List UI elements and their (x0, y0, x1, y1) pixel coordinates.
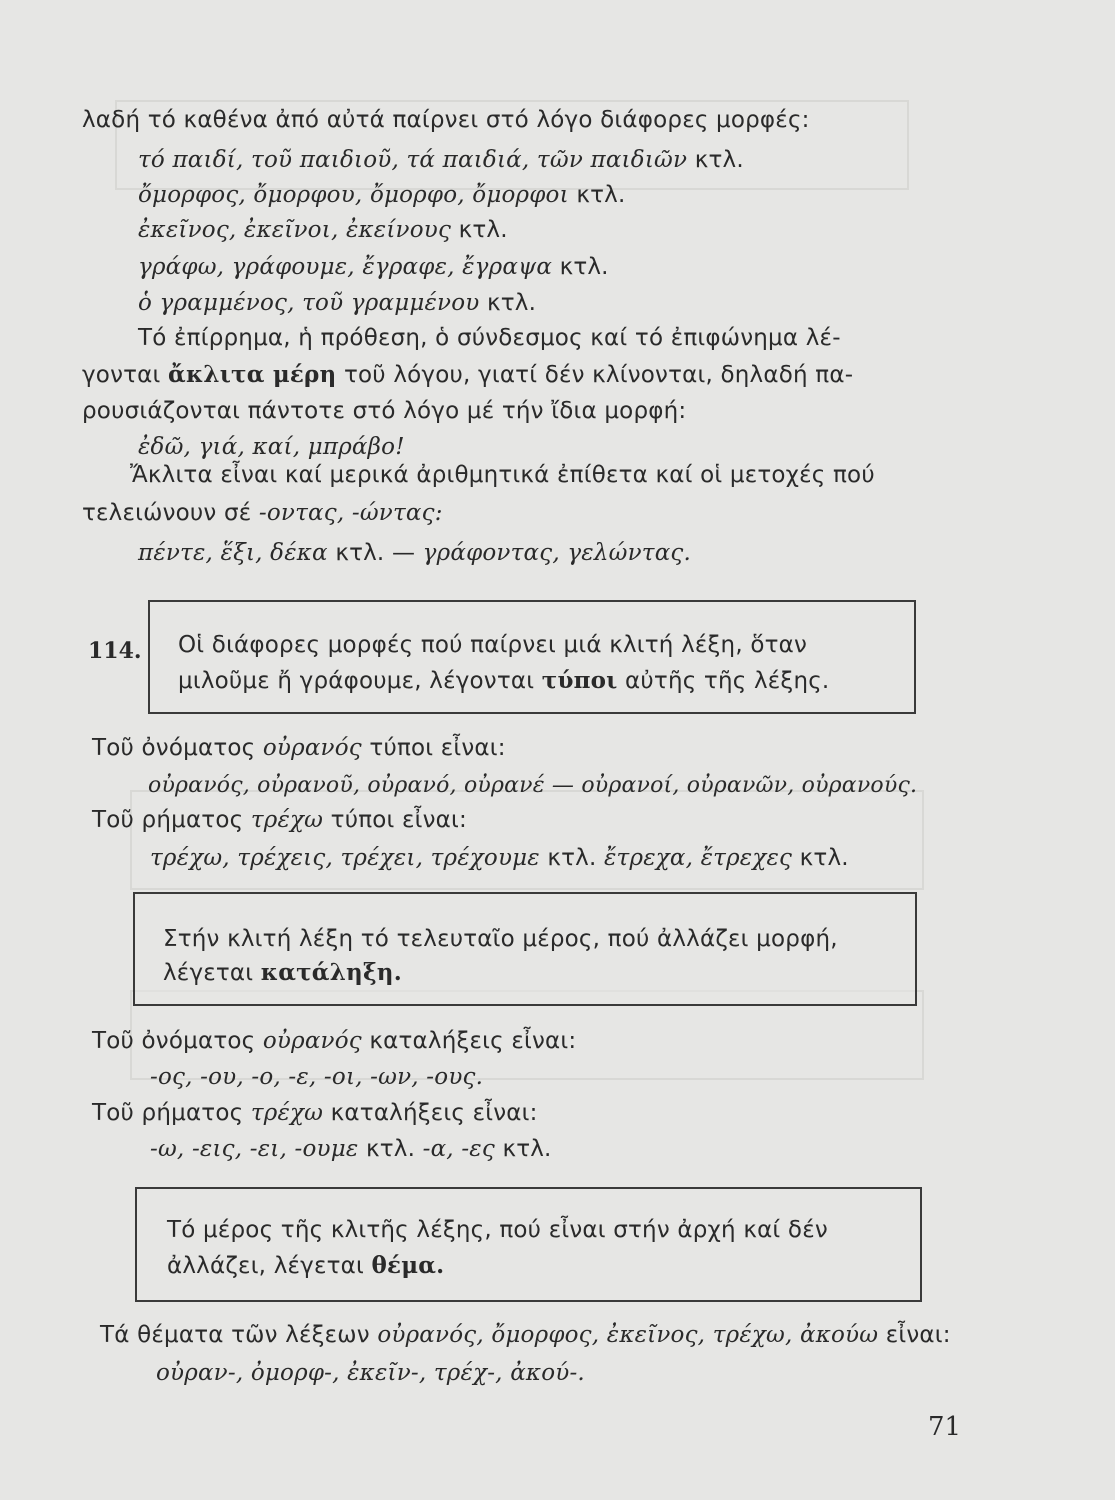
definition-box-katalixi (133, 892, 917, 1006)
example-etc: κτλ. (694, 147, 744, 173)
example-text: ἔτρεχα, ἔτρεχες (604, 845, 793, 871)
example-line (150, 843, 849, 873)
example-text: πέντε, ἕξι, δέκα (138, 540, 328, 566)
definition-box-thema (135, 1187, 922, 1302)
example-line (138, 215, 508, 245)
text: Τοῦ ὀνόματος (92, 735, 256, 761)
paragraph-line (82, 360, 853, 390)
bold-term: θέμα. (371, 1252, 445, 1279)
example-etc: κτλ. (502, 1136, 552, 1162)
example-text: τό παιδί, τοῦ παιδιοῦ, τά παιδιά, τῶν παιδιῶν (138, 147, 688, 173)
text: λέγεται (163, 960, 254, 986)
example-line (138, 252, 609, 282)
example-text: τρέχω (250, 807, 324, 833)
example-text: -οντας, -ώντας: (258, 500, 443, 526)
example-text: τρέχω, τρέχεις, τρέχει, τρέχουμε (150, 845, 540, 871)
paragraph-line (92, 1098, 538, 1128)
bold-term: κατάληξη. (260, 959, 402, 986)
example-etc: κτλ. (486, 290, 537, 316)
example-etc: κτλ. (365, 1136, 416, 1162)
text: ἀλλάζει, λέγεται (167, 1253, 364, 1279)
example-text: ὁ γραμμένος, τοῦ γραμμένου (138, 290, 480, 316)
example-line (150, 1134, 552, 1164)
example-text: -α, -ες (422, 1136, 495, 1162)
example-line (138, 288, 536, 318)
example-line: οὐραν-, ὀμορφ-, ἐκεῖν-, τρέχ-, ἀκού-. (156, 1360, 585, 1386)
definition-box-typoi (148, 600, 916, 714)
paragraph-line (92, 1026, 576, 1056)
example-line: οὐρανός, οὐρανοῦ, οὐρανό, οὐρανέ — οὐρανοί, οὐρανῶν, οὐρανούς. (148, 773, 918, 798)
text: καταλήξεις εἶναι: (330, 1100, 538, 1126)
paragraph-line: ρουσιάζονται πάντοτε στό λόγο μέ τήν ἴδια μορφή: (82, 398, 687, 424)
example-etc: κτλ. (547, 845, 597, 871)
example-line (138, 145, 744, 175)
example-line (138, 538, 691, 568)
page-number: 71 (928, 1412, 962, 1442)
text: εἶναι: (885, 1322, 951, 1348)
text: Τοῦ ὀνόματος (92, 1028, 256, 1054)
example-text: οὐρανός (262, 735, 362, 761)
text: μιλοῦμε ἤ γράφουμε, λέγονται (178, 668, 535, 694)
box-line (167, 1251, 444, 1281)
paragraph-line (82, 498, 443, 528)
text: Τά θέματα τῶν λέξεων (100, 1322, 370, 1348)
paragraph-line: Ἄκλιτα εἶναι καί μερικά ἀριθμητικά ἐπίθετα καί οἱ μετοχές πού (130, 462, 875, 488)
example-text: γράφοντας, γελώντας. (422, 540, 692, 566)
box-line: Τό μέρος τῆς κλιτῆς λέξης, πού εἶναι στήν ἀρχή καί δέν (167, 1217, 828, 1243)
box-line: Οἱ διάφορες μορφές πού παίρνει μιά κλιτή λέξη, ὅταν (178, 632, 808, 658)
example-text: γράφω, γράφουμε, ἔγραφε, ἔγραψα (138, 254, 553, 280)
example-text: -ω, -εις, -ει, -ουμε (150, 1136, 359, 1162)
box-line (163, 958, 402, 988)
example-line: -ος, -ου, -ο, -ε, -οι, -ων, -ους. (150, 1064, 484, 1090)
example-text: οὐρανός (262, 1028, 362, 1054)
intro-line: λαδή τό καθένα ἀπό αὐτά παίρνει στό λόγο διάφορες μορφές: (82, 107, 810, 133)
example-text: ὄμορφος, ὄμορφου, ὄμορφο, ὄμορφοι (138, 182, 569, 208)
text: τελειώνουν σέ (82, 500, 252, 526)
paragraph-line (92, 805, 467, 835)
text: Τοῦ ρήματος (92, 807, 244, 833)
example-line (138, 180, 625, 210)
text: καταλήξεις εἶναι: (369, 1028, 577, 1054)
box-line: Στήν κλιτή λέξη τό τελευταῖο μέρος, πού ἀλλάζει μορφή, (163, 926, 838, 952)
example-etc: κτλ. (559, 254, 609, 280)
example-line: ἐδῶ, γιά, καί, μπράβο! (138, 434, 405, 460)
text: τύποι εἶναι: (330, 807, 467, 833)
example-etc: κτλ. (799, 845, 849, 871)
text: Τοῦ ρήματος (92, 1100, 244, 1126)
example-etc: κτλ. — (335, 540, 416, 566)
rule-number: 114. (88, 638, 142, 664)
box-line (178, 666, 829, 696)
example-etc: κτλ. (458, 217, 508, 243)
text: γονται (82, 362, 161, 388)
bold-term: τύποι (541, 667, 618, 694)
paragraph-line: Τό ἐπίρρημα, ἡ πρόθεση, ὁ σύνδεσμος καί τό ἐπιφώνημα λέ- (138, 325, 841, 351)
bold-term: ἄκλιτα μέρη (168, 361, 337, 388)
text: τοῦ λόγου, γιατί δέν κλίνονται, δηλαδή πα- (343, 362, 854, 388)
example-etc: κτλ. (576, 182, 626, 208)
example-text: ἐκεῖνος, ἐκεῖνοι, ἐκείνους (138, 217, 452, 243)
example-text: τρέχω (250, 1100, 324, 1126)
text: αὐτῆς τῆς λέξης. (625, 668, 830, 694)
paragraph-line (100, 1320, 951, 1350)
paragraph-line (92, 733, 506, 763)
text: τύποι εἶναι: (369, 735, 506, 761)
example-text: οὐρανός, ὄμορφος, ἐκεῖνος, τρέχω, ἀκούω (377, 1322, 879, 1348)
